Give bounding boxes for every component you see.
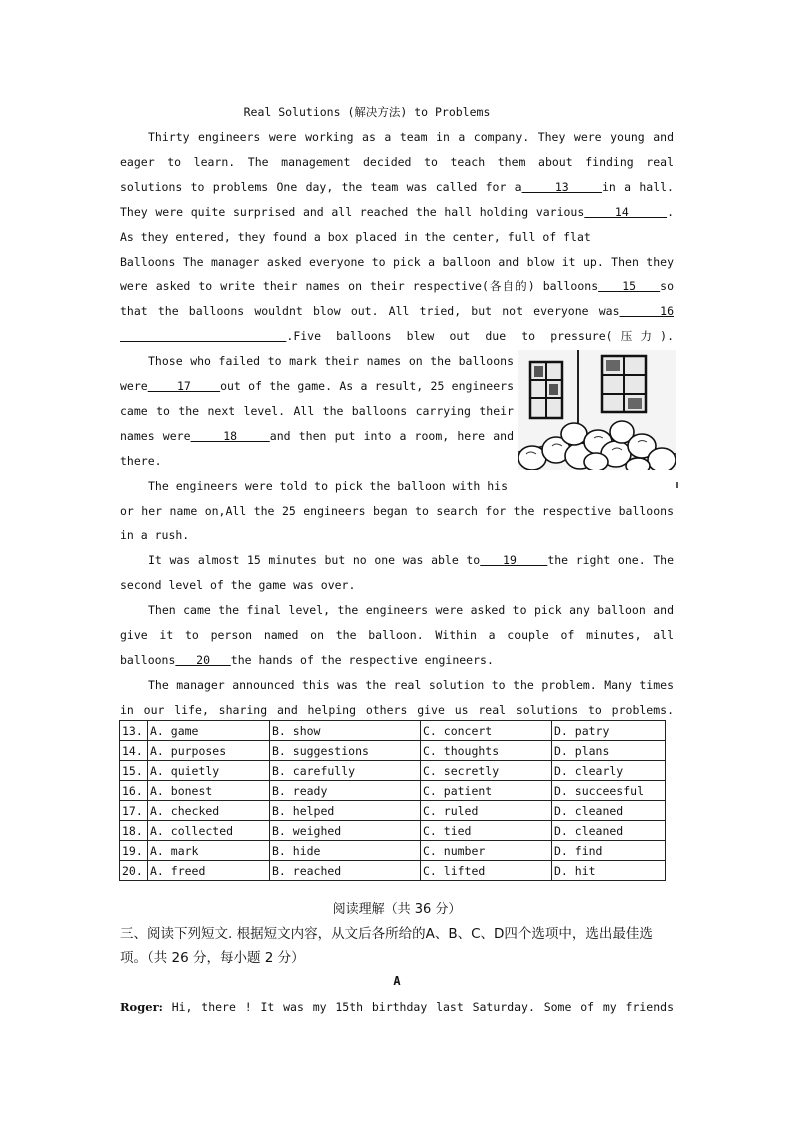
line-text: there.	[120, 453, 162, 468]
line-text: eager to learn. The management decided to teach them about finding real	[120, 154, 674, 169]
line-text: in a hall.	[601, 179, 674, 194]
option-row	[120, 781, 666, 801]
section-title: 阅读理解（共 36 分）	[332, 902, 462, 917]
line-text: were	[120, 379, 148, 393]
passage-line	[120, 552, 674, 568]
line-text: the hands of the respective engineers.	[230, 652, 494, 667]
option-choice: B. hide	[270, 841, 421, 861]
option-choice: A. collected	[148, 821, 270, 841]
passage-line	[120, 278, 674, 294]
line-text: They were quite surprised and all reached the hall holding various	[120, 204, 585, 219]
option-choice: C. tied	[421, 821, 552, 841]
line-text: that the balloons wouldnt blow out. All tried, but not everyone was	[120, 304, 620, 319]
passage-line	[120, 328, 674, 344]
line-text: solutions to problems One day, the team was called for a	[120, 179, 522, 194]
answer-blank	[120, 329, 286, 343]
passage-line	[120, 453, 514, 469]
line-text: Those who failed to mark their names on the balloons	[148, 354, 514, 369]
line-text: or her name on,All the 25 engineers began to search for the respective balloons	[120, 503, 674, 518]
line-text: out of the game. As a result, 25 engineers	[220, 379, 514, 393]
passage-line	[120, 702, 674, 718]
dialog-line	[120, 999, 674, 1015]
passage-line	[120, 652, 674, 668]
passage-line	[120, 129, 674, 145]
option-row	[120, 801, 666, 821]
option-row	[120, 721, 666, 741]
line-text: The engineers were told to pick the balloon with his	[148, 478, 509, 493]
passage-line	[120, 677, 674, 693]
answer-blank: 15	[598, 279, 661, 294]
stray-mark	[676, 482, 678, 488]
option-choice: D. succeesful	[552, 781, 666, 801]
line-text: and then put into a room, here and	[269, 428, 514, 443]
question-number: 18.	[120, 821, 148, 841]
question-number: 16.	[120, 781, 148, 801]
answer-blank: 19	[480, 553, 548, 568]
line-text: so	[660, 279, 674, 294]
passage-line	[120, 229, 674, 245]
passage-line	[120, 627, 674, 643]
line-text: were asked to write their names on their respective(各自的) balloons	[120, 279, 599, 294]
passage-line	[120, 303, 674, 319]
line-text: .Five balloons blew out due to pressure(压力).	[286, 329, 674, 344]
option-choice: B. show	[270, 721, 421, 741]
option-choice: B. helped	[270, 801, 421, 821]
option-row	[120, 861, 666, 881]
line-text: balloons	[120, 652, 176, 667]
answer-blank: 16	[619, 304, 674, 319]
question-number: 20.	[120, 861, 148, 881]
line-text: the right one. The	[547, 553, 674, 568]
line-text: in a rush.	[120, 528, 190, 543]
option-choice: B. carefully	[270, 761, 421, 781]
option-choice: C. lifted	[421, 861, 552, 881]
passage-line	[120, 204, 674, 220]
option-choice: B. weighed	[270, 821, 421, 841]
line-text: in our life, sharing and helping others give us real solutions to problems.	[120, 702, 674, 717]
passage-line	[120, 428, 514, 444]
passage-line	[120, 378, 514, 394]
question-number: 14.	[120, 741, 148, 761]
option-row	[120, 761, 666, 781]
option-choice: A. game	[148, 721, 270, 741]
option-choice: C. ruled	[421, 801, 552, 821]
passage-line	[120, 478, 514, 494]
passage-line	[120, 353, 514, 369]
option-row	[120, 821, 666, 841]
passage-line	[120, 577, 674, 593]
illustration-svg	[518, 350, 676, 470]
line-text: The manager announced this was the real solution to the problem. Many times	[148, 677, 674, 692]
option-row	[120, 741, 666, 761]
question-number: 15.	[120, 761, 148, 781]
option-row	[120, 841, 666, 861]
option-choice: C. number	[421, 841, 552, 861]
option-choice: C. concert	[421, 721, 552, 741]
line-text: give it to person named on the balloon. Within a couple of minutes, all	[120, 628, 674, 642]
section-instruction: 三、阅读下列短文. 根据短文内容，从文后各所给的A、B、C、D四个选项中，选出最佳选项。（共 26 分，每小题 2 分）	[120, 926, 653, 966]
line-text: second level of the game was over.	[120, 578, 356, 593]
passage-line	[120, 602, 674, 618]
speaker-name: Roger:	[120, 1000, 163, 1014]
question-number: 17.	[120, 801, 148, 821]
passage-line	[120, 254, 674, 270]
option-choice: A. mark	[148, 841, 270, 861]
answer-blank: 20	[175, 652, 231, 667]
option-choice: A. purposes	[148, 741, 270, 761]
option-choice: D. cleaned	[552, 801, 666, 821]
part-label: A	[393, 974, 401, 988]
option-choice: A. freed	[148, 861, 270, 881]
balloon-room-illustration	[518, 350, 676, 470]
line-text: Thirty engineers were working as a team in a company. They were young and	[148, 130, 674, 144]
line-text: came to the next level. All the balloons carrying their	[120, 403, 514, 418]
passage-line	[120, 503, 674, 519]
option-choice: A. bonest	[148, 781, 270, 801]
answer-blank: 18	[190, 428, 270, 443]
answer-blank: 14	[584, 204, 668, 219]
passage-line	[120, 154, 674, 170]
option-choice: D. hit	[552, 861, 666, 881]
answer-blank: 17	[147, 379, 221, 393]
answer-blank: 13	[521, 179, 602, 194]
line-text: names were	[120, 428, 191, 443]
line-text: .	[667, 204, 674, 219]
passage-line	[120, 179, 674, 195]
line-text: Balloons The manager asked everyone to pick a balloon and blow it up. Then they	[120, 254, 674, 269]
option-choice: C. patient	[421, 781, 552, 801]
option-choice: C. thoughts	[421, 741, 552, 761]
option-choice: D. clearly	[552, 761, 666, 781]
option-choice: A. checked	[148, 801, 270, 821]
passage-title: Real Solutions (解决方法) to Problems	[243, 105, 491, 119]
question-number: 13.	[120, 721, 148, 741]
option-choice: D. cleaned	[552, 821, 666, 841]
options-table	[119, 720, 666, 881]
option-choice: A. quietly	[148, 761, 270, 781]
option-choice: D. plans	[552, 741, 666, 761]
option-choice: B. ready	[270, 781, 421, 801]
option-choice: D. find	[552, 841, 666, 861]
option-choice: B. suggestions	[270, 741, 421, 761]
line-text: Then came the final level, the engineers were asked to pick any balloon and	[148, 603, 674, 618]
option-choice: B. reached	[270, 861, 421, 881]
line-text: It was almost 15 minutes but no one was able to	[148, 553, 481, 568]
option-choice: D. patry	[552, 721, 666, 741]
dialog-text: Hi, there ! It was my 15th birthday last Saturday. Some of my friends	[162, 1000, 674, 1014]
passage-line	[120, 527, 674, 543]
passage-line	[120, 403, 514, 419]
line-text: As they entered, they found a box placed in the center, full of flat	[120, 229, 591, 244]
option-choice: C. secretly	[421, 761, 552, 781]
question-number: 19.	[120, 841, 148, 861]
